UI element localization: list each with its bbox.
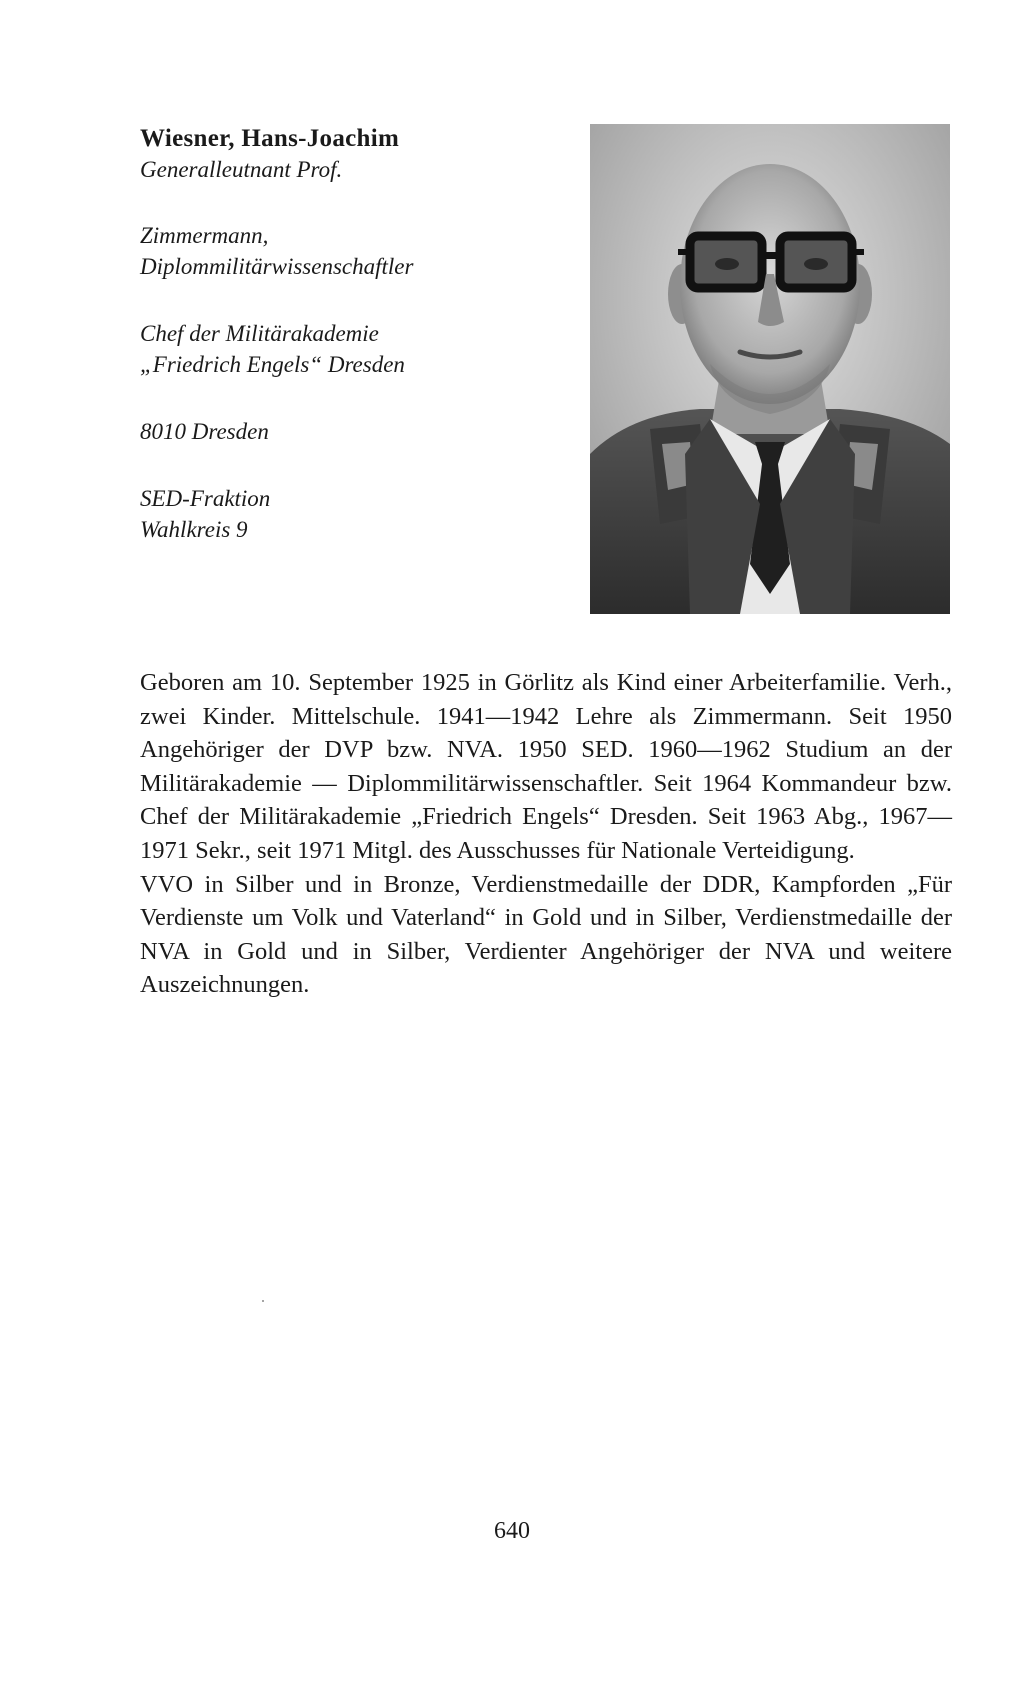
position-line: Chef der Militärakademie bbox=[140, 321, 379, 346]
biography-paragraph: Geboren am 10. September 1925 in Görlitz als Kind einer Arbeiterfamilie. Verh., zwei Kinder. Mittelschule. 1941—1942 Lehre als Zimmermann. Seit 1950 Angehöriger der DVP bzw. NVA. 1950 SED. 1960—1962 Studium an der Militärakademie — Diplommilitärwissenschaftler. Seit 1964 Kommandeur bzw. Chef der Militärakademie „Friedrich Engels“ Dresden. Seit 1963 Abg., 1967—1971 Sekr., seit 1971 Mitgl. des Ausschusses für Nationale Verteidigung. bbox=[140, 669, 952, 864]
faction-line: SED-Fraktion bbox=[140, 486, 271, 511]
faction-block bbox=[140, 483, 570, 545]
profession-line: Zimmermann, bbox=[140, 223, 269, 248]
person-name: Wiesner, Hans-Joachim bbox=[140, 125, 400, 152]
address-line: 8010 Dresden bbox=[140, 419, 269, 444]
address-block bbox=[140, 416, 570, 447]
constituency-line: Wahlkreis 9 bbox=[140, 517, 248, 542]
position-line: „Friedrich Engels“ Dresden bbox=[140, 352, 405, 377]
page-number: 640 bbox=[494, 1518, 530, 1544]
scan-speck bbox=[262, 1300, 264, 1302]
profession-line: Diplommilitärwissenschaftler bbox=[140, 254, 414, 279]
person-header bbox=[140, 124, 570, 545]
position-block bbox=[140, 318, 570, 380]
biography bbox=[140, 666, 952, 1002]
profession-block bbox=[140, 220, 570, 282]
portrait-photo bbox=[590, 124, 950, 614]
person-rank: Generalleutnant Prof. bbox=[140, 157, 343, 182]
biography-paragraph: VVO in Silber und in Bronze, Verdienstmedaille der DDR, Kampforden „Für Verdienste um Volk und Vaterland“ in Gold und in Silber, Verdienstmedaille der NVA in Gold und in Silber, Verdienter Angehöriger der NVA und weitere Auszeichnungen. bbox=[140, 870, 952, 999]
